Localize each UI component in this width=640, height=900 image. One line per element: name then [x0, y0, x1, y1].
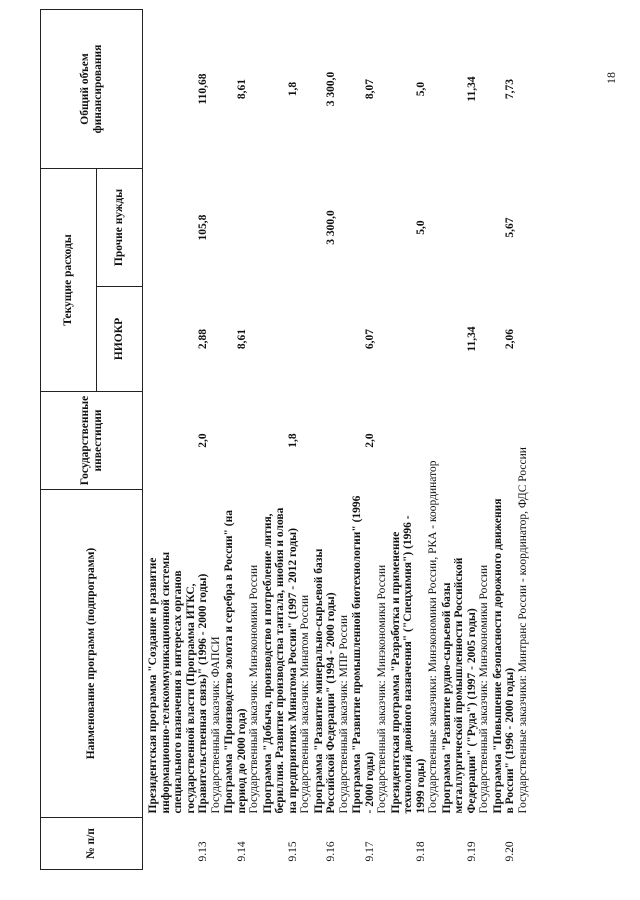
state-customer: Государственный заказчик: Минэкономики России [376, 564, 388, 814]
customer-row [517, 10, 531, 870]
header-name: Наименование программ (подпрограмм) [41, 490, 143, 818]
program-name [441, 490, 479, 818]
niokr-value [390, 287, 428, 392]
state-customer: Государственные заказчики: Минэкономики России, РКА - координатор [427, 460, 439, 814]
invest-value: 2,0 [197, 433, 209, 448]
total-value: 1,8 [286, 81, 299, 97]
empty-cell [478, 818, 492, 870]
invest-value: 2,0 [363, 433, 376, 448]
invest-value [313, 392, 338, 490]
row-number: 9.17 [363, 841, 376, 862]
header-other: Прочие нужды [97, 169, 143, 287]
empty-cell [338, 818, 352, 870]
row-number: 9.19 [465, 841, 478, 862]
niokr-value [313, 287, 338, 392]
invest-value [223, 392, 248, 490]
other-value: 5,67 [504, 217, 516, 238]
program-name [492, 490, 517, 818]
state-customer: Государственные заказчики: Минтранс России - координатор, ФДС России [516, 447, 529, 814]
empty-cell [210, 818, 224, 870]
state-customer: Государственный заказчик: Минэкономики России [478, 564, 490, 814]
invest-value [492, 392, 517, 490]
total-value: 11,34 [465, 76, 478, 102]
empty-cell [427, 818, 441, 870]
other-value: 5,0 [414, 220, 427, 235]
other-value [262, 169, 300, 287]
table-row [313, 10, 338, 870]
program-name [223, 490, 248, 818]
empty-cell [248, 818, 262, 870]
customer-row [478, 10, 492, 870]
header-num: № п/п [41, 818, 143, 870]
invest-value: 1,8 [286, 433, 299, 448]
customer-row [248, 10, 262, 870]
empty-cell [299, 818, 313, 870]
state-customer: Государственный заказчик: ФАПСИ [209, 636, 222, 814]
program-title: Программа "Развитие промышленной биотехнологии" (1996 - 2000 годы) [351, 495, 376, 814]
table-row [143, 10, 210, 870]
total-value: 3 300,0 [325, 71, 337, 107]
table-row [441, 10, 479, 870]
table-row [390, 10, 428, 870]
other-value [441, 169, 479, 287]
row-number: 9.16 [325, 841, 337, 862]
row-number: 9.15 [286, 841, 299, 862]
header-total: Общий объем финансирования [41, 10, 143, 169]
customer-row [427, 10, 441, 870]
program-title: Программа "Добыча, производство и потребление лития, бериллия. Развитие производства тантала, ниобия и олова на предприятиях Минатома России" (1997 - 2012 годы) [261, 507, 299, 814]
empty-cell [517, 818, 531, 870]
customer-row [210, 10, 224, 870]
customer-row [338, 10, 352, 870]
table-row [351, 10, 376, 870]
state-customer: Государственный заказчик: Минатом России [299, 594, 311, 814]
row-number: 9.18 [414, 841, 427, 862]
row-number: 9.14 [235, 841, 248, 862]
table-row [492, 10, 517, 870]
total-value: 8,07 [363, 78, 376, 100]
header-current: Текущие расходы [41, 169, 97, 392]
program-title: Программа "Производство золота и серебра в России" (на период до 2000 года) [223, 509, 248, 814]
empty-cell [376, 818, 390, 870]
table-body [143, 10, 531, 870]
table-row [262, 10, 300, 870]
invest-value [390, 392, 428, 490]
program-title: Президентская программа "Разработка и применение технологий двойного назначения" ("Спецхимия") (1996 - 1999 годы) [389, 515, 427, 814]
customer-row [376, 10, 390, 870]
row-number: 9.13 [197, 841, 209, 862]
program-name [390, 490, 428, 818]
row-number: 9.20 [504, 841, 516, 862]
header-niokr: НИОКР [97, 287, 143, 392]
total-value: 110,68 [197, 73, 209, 105]
niokr-value: 2,06 [504, 328, 516, 350]
table-row [223, 10, 248, 870]
total-value: 7,73 [504, 78, 516, 100]
program-title: Программа "Повышение безопасности дорожного движения в России" (1996 - 2000 годы) [491, 498, 516, 814]
rotated-page [40, 10, 620, 870]
state-customer: Государственный заказчик: Минэкономики России [248, 564, 260, 814]
niokr-value: 6,07 [363, 328, 376, 350]
other-value: 105,8 [197, 214, 209, 241]
header-invest: Государственные инвестиции [41, 392, 143, 490]
other-value: 3 300,0 [325, 210, 337, 245]
programs-table [40, 9, 530, 870]
niokr-value: 8,61 [235, 328, 248, 350]
total-value: 8,61 [235, 78, 248, 100]
invest-value [441, 392, 479, 490]
program-title: Программа "Развитие рудно-сырьевой базы металлургической промышленности Российской Федерации" ("Руда") (1997 - 2005 годы) [440, 557, 478, 814]
program-name [351, 490, 376, 818]
program-name [262, 490, 300, 818]
state-customer: Государственный заказчик: МПР России [337, 614, 350, 814]
customer-row [299, 10, 313, 870]
program-name [313, 490, 338, 818]
page-number: 18 [604, 72, 618, 84]
niokr-value: 11,34 [465, 326, 478, 352]
program-title: Программа "Развитие минерально-сырьевой базы Российской Федерации" (1994 - 2000 годы) [312, 548, 337, 814]
niokr-value: 2,88 [197, 328, 209, 350]
program-name [143, 490, 210, 818]
program-title: Президентская программа "Создание и развитие информационно-телекоммуникационной системы специального назначения в интересах органов государственной власти (Программа ИТКС, Правительственная связь)" (1996 - 2000 годы) [147, 551, 209, 814]
total-value: 5,0 [414, 81, 427, 97]
niokr-value [262, 287, 300, 392]
other-value [223, 169, 248, 287]
other-value [351, 169, 376, 287]
